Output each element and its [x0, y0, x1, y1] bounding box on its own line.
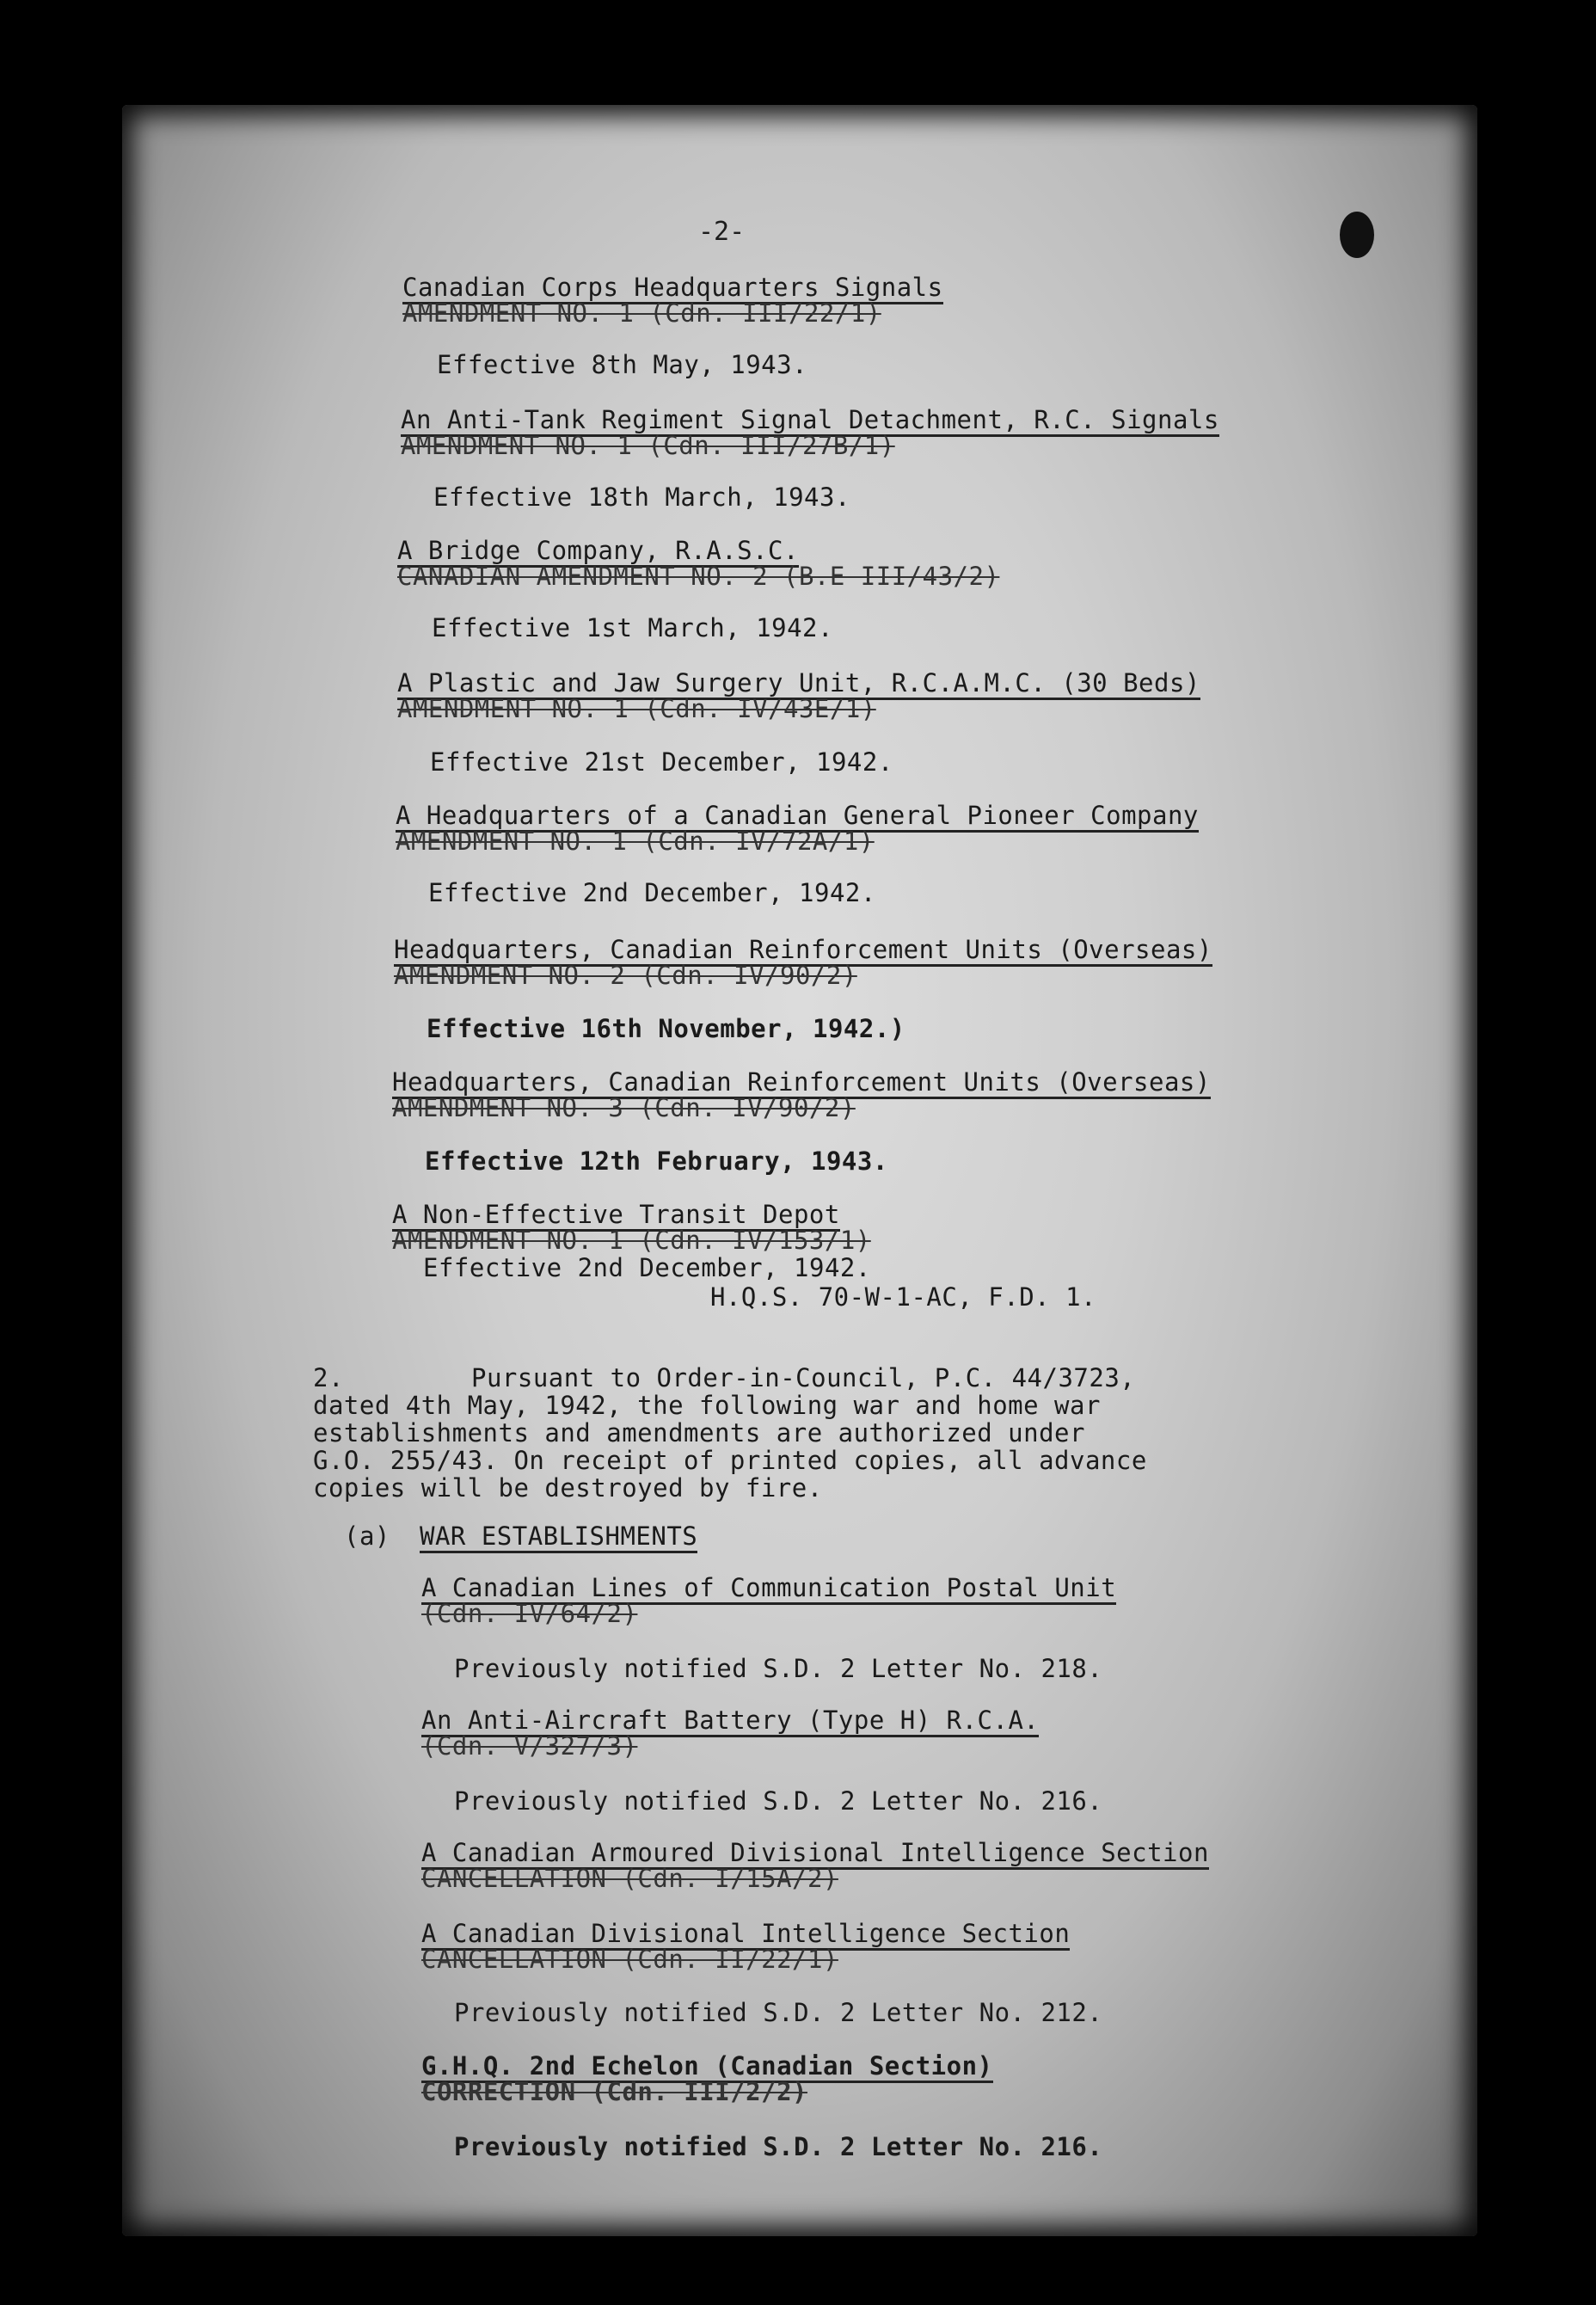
- amendment-reference: AMENDMENT NO. 1 (Cdn. IV/153/1): [392, 1226, 871, 1255]
- effective-date: Effective 18th March, 1943.: [433, 483, 850, 512]
- paragraph-line: G.O. 255/43. On receipt of printed copies, all advance: [313, 1446, 1147, 1475]
- previous-notice: Previously notified S.D. 2 Letter No. 218.: [454, 1654, 1103, 1683]
- paragraph-line: copies will be destroyed by fire.: [313, 1473, 823, 1503]
- amendment-title: A Headquarters of a Canadian General Pioneer Company: [396, 803, 1199, 833]
- paragraph-line: Pursuant to Order-in-Council, P.C. 44/3723,: [471, 1363, 1136, 1392]
- section-heading: WAR ESTABLISHMENTS: [420, 1524, 697, 1553]
- file-reference: H.Q.S. 70-W-1-AC, F.D. 1.: [710, 1282, 1096, 1312]
- previous-notice: Previously notified S.D. 2 Letter No. 216.: [454, 2132, 1103, 2161]
- paragraph-line: dated 4th May, 1942, the following war and home war: [313, 1391, 1101, 1420]
- establishment-title: G.H.Q. 2nd Echelon (Canadian Section): [421, 2054, 993, 2083]
- amendment-title: A Bridge Company, R.A.S.C.: [397, 538, 799, 568]
- amendment-reference: AMENDMENT NO. 1 (Cdn. III/27B/1): [401, 431, 895, 460]
- amendment-title: An Anti-Tank Regiment Signal Detachment, R.C. Signals: [401, 408, 1219, 437]
- amendment-reference: AMENDMENT NO. 1 (Cdn. IV/43E/1): [397, 694, 876, 723]
- previous-notice: Previously notified S.D. 2 Letter No. 212.: [454, 1998, 1103, 2027]
- establishment-title: A Canadian Divisional Intelligence Section: [421, 1921, 1070, 1951]
- establishment-title: A Canadian Armoured Divisional Intelligence Section: [421, 1841, 1209, 1870]
- ink-blot: [1340, 212, 1374, 258]
- establishment-reference: CANCELLATION (Cdn. II/22/1): [421, 1945, 838, 1974]
- establishment-reference: CORRECTION (Cdn. III/2/2): [421, 2077, 807, 2106]
- paragraph-number: 2.: [313, 1363, 344, 1392]
- amendment-title: Headquarters, Canadian Reinforcement Units (Overseas): [394, 937, 1212, 967]
- amendment-reference: AMENDMENT NO. 1 (Cdn. III/22/1): [402, 298, 881, 328]
- effective-date: Effective 21st December, 1942.: [430, 747, 893, 777]
- page-number: -2-: [698, 217, 746, 247]
- amendment-title: A Plastic and Jaw Surgery Unit, R.C.A.M.C. (30 Beds): [397, 671, 1200, 700]
- establishment-reference: CANCELLATION (Cdn. I/15A/2): [421, 1864, 838, 1893]
- establishment-reference: (Cdn. V/327/3): [421, 1731, 638, 1761]
- amendment-title: A Non-Effective Transit Depot: [392, 1202, 840, 1232]
- amendment-title: Canadian Corps Headquarters Signals: [402, 275, 943, 304]
- establishment-title: An Anti-Aircraft Battery (Type H) R.C.A.: [421, 1708, 1039, 1737]
- amendment-reference: AMENDMENT NO. 3 (Cdn. IV/90/2): [392, 1093, 856, 1122]
- section-label: (a): [344, 1521, 390, 1551]
- effective-date: Effective 16th November, 1942.): [427, 1014, 905, 1043]
- effective-date: Effective 2nd December, 1942.: [428, 878, 876, 907]
- establishment-reference: (Cdn. IV/64/2): [421, 1599, 638, 1628]
- previous-notice: Previously notified S.D. 2 Letter No. 216.: [454, 1786, 1103, 1816]
- effective-date: Effective 12th February, 1943.: [425, 1146, 888, 1176]
- effective-date: Effective 2nd December, 1942.: [423, 1253, 871, 1282]
- amendment-title: Headquarters, Canadian Reinforcement Units (Overseas): [392, 1070, 1211, 1099]
- effective-date: Effective 8th May, 1943.: [437, 350, 808, 379]
- amendment-reference: CANADIAN AMENDMENT NO. 2 (B.E III/43/2): [397, 562, 1000, 591]
- amendment-reference: AMENDMENT NO. 1 (Cdn. IV/72A/1): [396, 827, 875, 856]
- paragraph-line: establishments and amendments are authorized under: [313, 1418, 1085, 1448]
- establishment-title: A Canadian Lines of Communication Postal Unit: [421, 1576, 1116, 1605]
- amendment-reference: AMENDMENT NO. 2 (Cdn. IV/90/2): [394, 961, 857, 990]
- effective-date: Effective 1st March, 1942.: [432, 613, 833, 642]
